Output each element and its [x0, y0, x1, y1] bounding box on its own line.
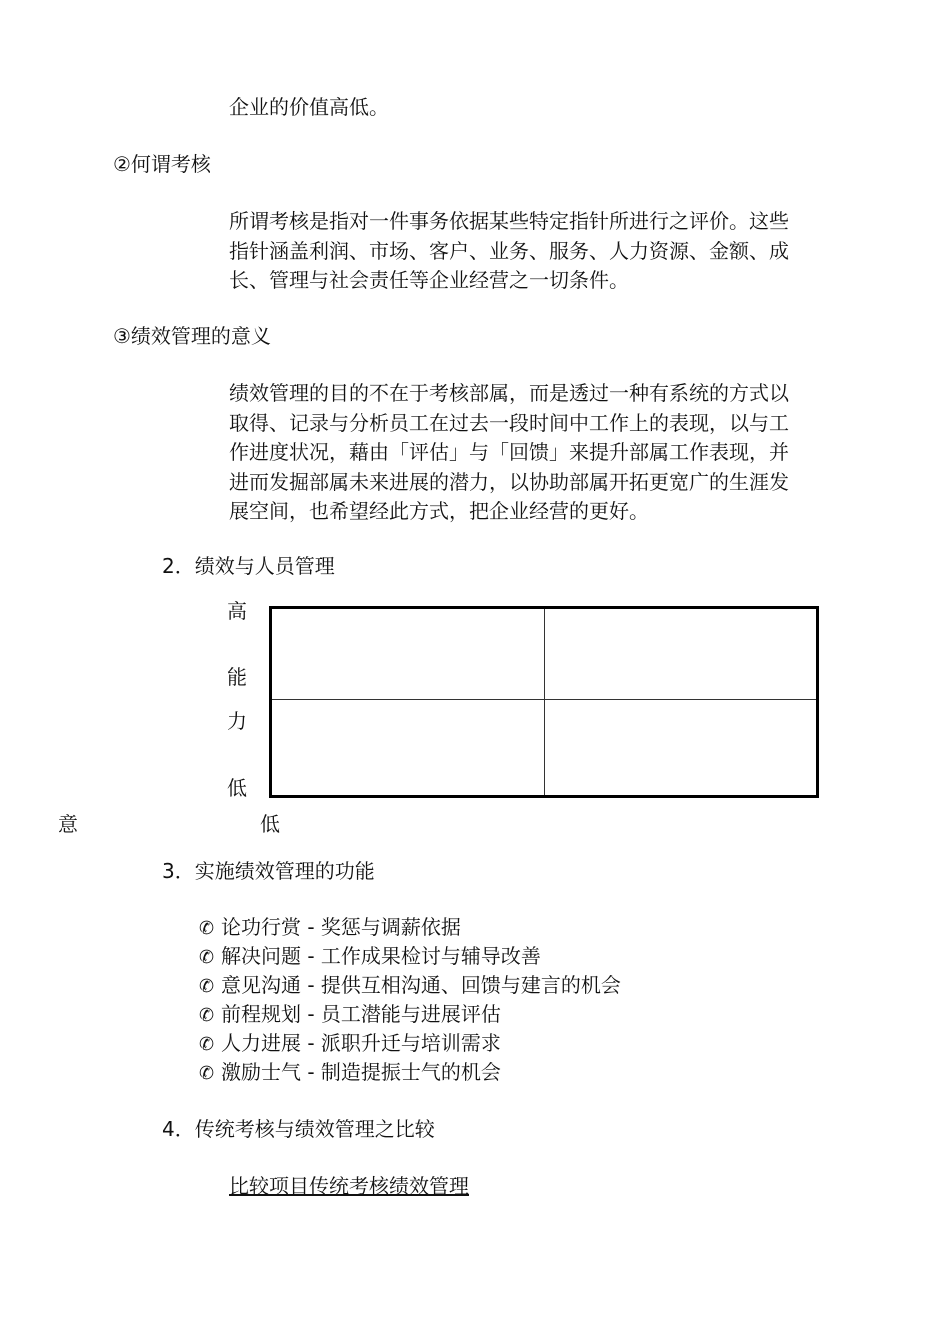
matrix-y-label-ability-2: 力: [227, 709, 247, 733]
function-item: ✆ 解决问题 - 工作成果检讨与辅导改善: [199, 942, 541, 972]
paragraph-line: 绩效管理的目的不在于考核部属，而是透过一种有系统的方式以: [229, 381, 789, 405]
paragraph-line: 作进度状况，藉由「评估」与「回馈」来提升部属工作表现，并: [229, 440, 789, 464]
heading-4: 4．传统考核与绩效管理之比较: [162, 1117, 435, 1141]
section-2-title: ②何谓考核: [113, 152, 211, 176]
intro-tail-text: 企业的价值高低。: [229, 95, 389, 119]
paragraph-line: 取得、记录与分析员工在过去一段时间中工作上的表现，以与工: [229, 410, 789, 435]
matrix-y-label-ability-1: 能: [227, 665, 247, 689]
matrix-y-label-low: 低: [227, 776, 247, 800]
function-item: ✆ 人力进展 - 派职升迁与培训需求: [199, 1029, 501, 1059]
phone-slash-icon: ✆: [199, 976, 215, 997]
paragraph-line: 展空间，也希望经此方式，把企业经营的更好。: [229, 499, 649, 523]
section-3-title: ③绩效管理的意义: [113, 324, 271, 348]
phone-slash-icon: ✆: [199, 947, 215, 968]
heading-2: 2．绩效与人员管理: [162, 554, 335, 578]
paragraph-line: 指针涵盖利润、市场、客户、业务、服务、人力资源、金额、成: [229, 238, 789, 263]
comparison-table-header: 比较项目传统考核绩效管理: [229, 1174, 469, 1198]
section-3-paragraph: [229, 379, 853, 527]
section-2-paragraph: [229, 207, 853, 296]
phone-slash-icon: ✆: [199, 918, 215, 939]
heading-3: 3．实施绩效管理的功能: [162, 859, 375, 883]
phone-slash-icon: ✆: [199, 1063, 215, 1084]
performance-matrix-grid: [269, 606, 819, 798]
function-item: ✆ 论功行赏 - 奖惩与调薪依据: [199, 913, 461, 943]
function-item: ✆ 前程规划 - 员工潜能与进展评估: [199, 1000, 501, 1030]
matrix-x-label-left: 意: [58, 812, 78, 836]
phone-slash-icon: ✆: [199, 1034, 215, 1055]
phone-slash-icon: ✆: [199, 1005, 215, 1026]
paragraph-line: 长、管理与社会责任等企业经营之一切条件。: [229, 268, 629, 292]
paragraph-line: 所谓考核是指对一件事务依据某些特定指针所进行之评价。这些: [229, 209, 789, 233]
matrix-y-label-high: 高: [227, 599, 247, 623]
function-item: ✆ 激励士气 - 制造提振士气的机会: [199, 1058, 501, 1088]
matrix-vertical-divider: [544, 609, 545, 795]
matrix-x-label-low: 低: [260, 812, 280, 836]
paragraph-line: 进而发掘部属未来进展的潜力，以协助部属开拓更宽广的生涯发: [229, 469, 789, 494]
matrix-horizontal-divider: [272, 699, 816, 700]
function-item: ✆ 意见沟通 - 提供互相沟通、回馈与建言的机会: [199, 971, 621, 1001]
